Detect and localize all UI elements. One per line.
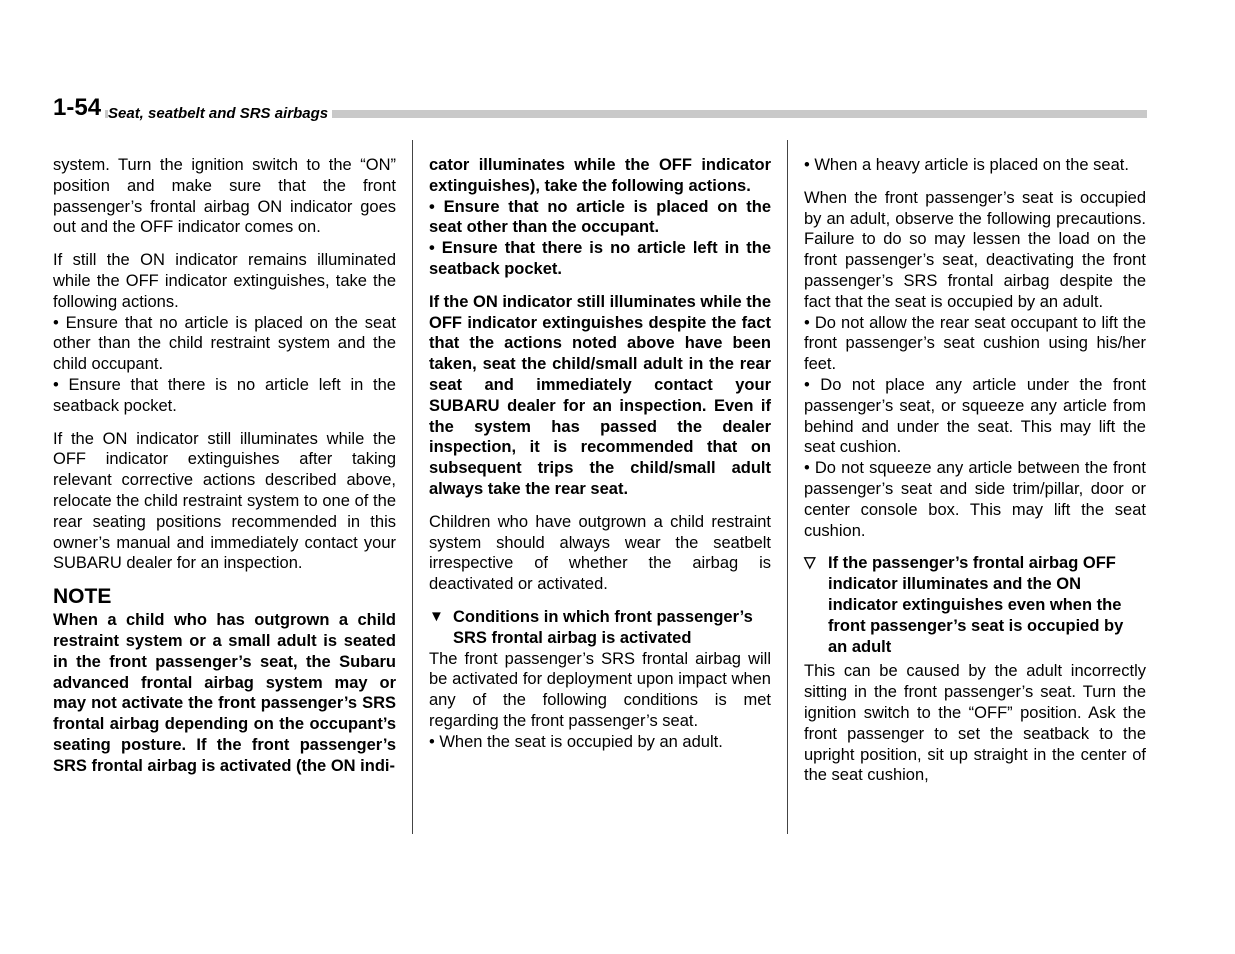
triangle-down-icon: ▼	[429, 607, 444, 625]
paragraph: When the front passenger’s seat is occupied by an adult, observe the following precautions. Failure to do so may lessen the load on the front passenger’s seat, deactivating the front passenger’s SRS frontal airbag despite the fact that the seat is occupied by an adult.	[804, 188, 1146, 311]
column-2	[429, 155, 771, 753]
triangle-outline-down-icon: ▽	[804, 554, 816, 572]
note-text: If the ON indicator still illuminates while the OFF indicator extinguishes despite the fact that the actions noted above have been taken, seat the child/small adult in the rear seat and immediately contact your SUBARU dealer for an inspection. Even if the system has passed the dealer inspection, it is recommended that on subsequent trips the child/small adult always take the rear seat.	[429, 292, 771, 498]
column-3	[804, 155, 1146, 786]
subsection-heading	[804, 553, 1146, 657]
column-divider	[412, 140, 413, 834]
paragraph: The front passenger’s SRS frontal airbag will be activated for deployment upon impact when any of the following conditions is met regarding the front passenger’s seat.	[429, 649, 771, 730]
note-title: NOTE	[53, 585, 112, 609]
heading-text: If the passenger’s frontal airbag OFF indicator illuminates and the ON indicator extinguishes even when the front passenger’s seat is occupied by an adult	[828, 554, 1124, 656]
bullet-item: • Ensure that there is no article left in the seatback pocket.	[53, 375, 396, 415]
paragraph: If still the ON indicator remains illuminated while the OFF indicator extinguishes, take the following actions.	[53, 251, 396, 311]
bullet-item: • Ensure that no article is placed on the seat other than the child restraint system and the child occupant.	[53, 313, 396, 374]
column-divider	[787, 140, 788, 834]
note-bullet: • Ensure that no article is placed on the seat other than the occupant.	[429, 197, 771, 237]
note-text: When a child who has outgrown a child restraint system or a small adult is seated in the front passenger’s seat, the Subaru advanced frontal airbag system may or may not activate the front passenger’s SRS frontal airbag depending on the occupant’s seating posture. If the front passenger’s SRS frontal airbag is activated (the ON indi-	[53, 611, 396, 775]
bullet-item: • When the seat is occupied by an adult.	[429, 732, 723, 751]
column-1	[53, 155, 396, 777]
paragraph: This can be caused by the adult incorrectly sitting in the front passenger’s seat. Turn the ignition switch to the “OFF” position. Ask the front passenger to set the seatback to the upright position, sit up straight in the center of the seat cushion,	[804, 662, 1146, 785]
paragraph: system. Turn the ignition switch to the “ON” position and make sure that the front passenger’s frontal airbag ON indicator goes out and the OFF indicator comes on.	[53, 156, 396, 237]
heading-text: Conditions in which front passenger’s SRS frontal airbag is activated	[453, 607, 753, 647]
note-text: cator illuminates while the OFF indicator extinguishes), take the following actions.	[429, 156, 771, 195]
page-number: 1-54	[53, 94, 105, 122]
bullet-item: • When a heavy article is placed on the seat.	[804, 156, 1129, 174]
bullet-item: • Do not allow the rear seat occupant to lift the front passenger’s seat cushion using his/her feet.	[804, 313, 1146, 374]
bullet-item: • Do not place any article under the front passenger’s seat, or squeeze any article from behind and under the seat. This may lift the seat cushion.	[804, 375, 1146, 457]
paragraph: Children who have outgrown a child restraint system should always wear the seatbelt irrespective of whether the airbag is deactivated or activated.	[429, 512, 771, 594]
page-header	[53, 92, 1147, 126]
subsection-heading	[429, 607, 771, 649]
note-bullet: • Ensure that there is no article left in the seatback pocket.	[429, 239, 771, 278]
paragraph: If the ON indicator still illuminates while the OFF indicator extinguishes after taking relevant corrective actions described above, relocate the child restraint system to one of the rear seating positions recommended in this owner’s manual and immediately contact your SUBARU dealer for an inspection.	[53, 429, 396, 573]
section-title: Seat, seatbelt and SRS airbags	[108, 104, 332, 124]
bullet-item: • Do not squeeze any article between the front passenger’s seat and side trim/pillar, door or center console box. This may lift the seat cushion.	[804, 459, 1146, 540]
